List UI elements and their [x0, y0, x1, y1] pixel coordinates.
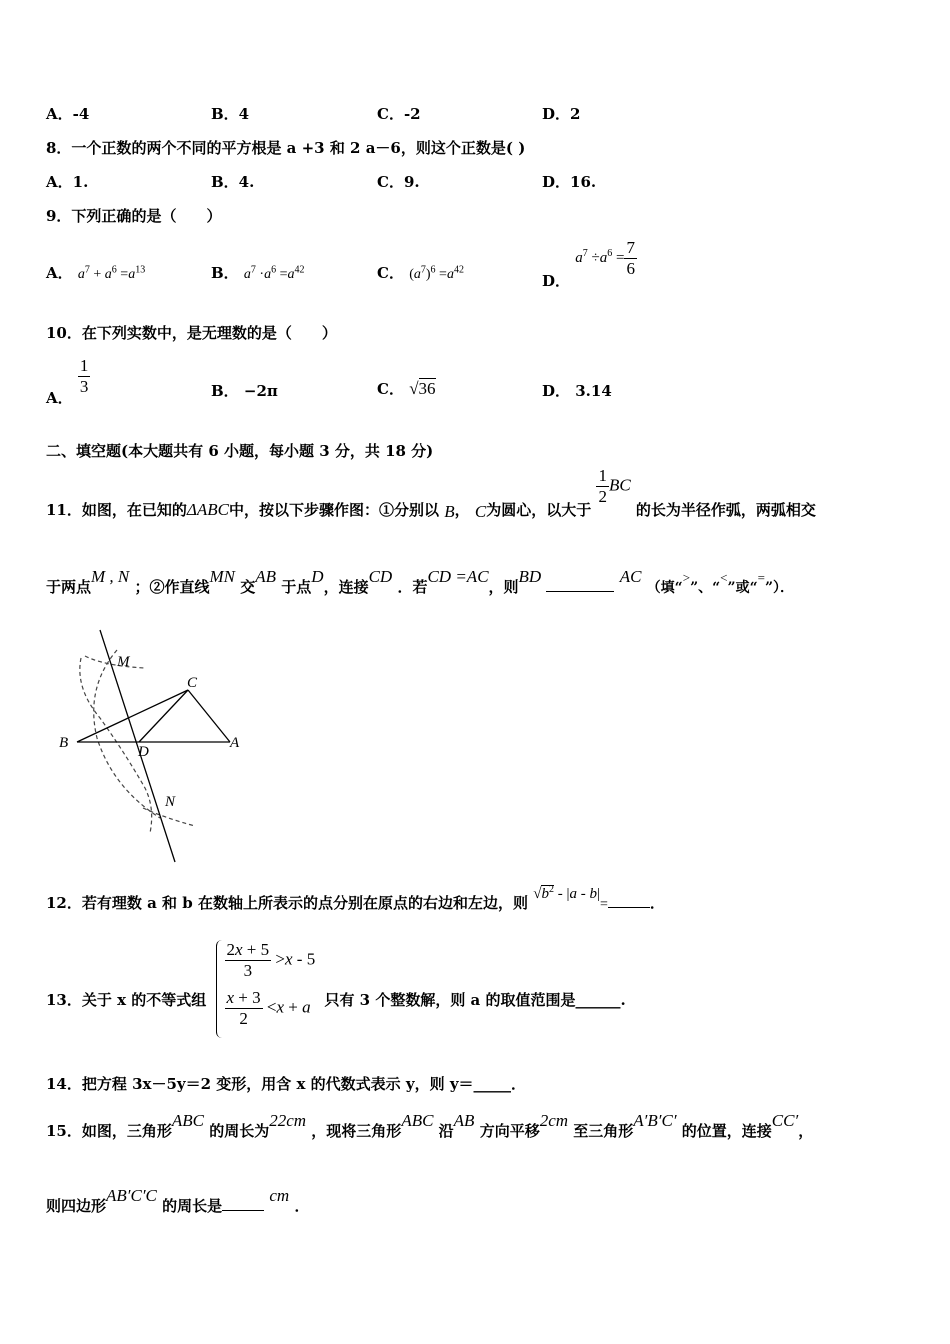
q9-label-a: A． [46, 264, 73, 282]
q11-answer-blank[interactable] [546, 577, 614, 592]
q11-text-12: ，则 [488, 578, 519, 596]
q11-math-mn: MN [209, 567, 236, 586]
q14-stem: 14．把方程 3x－5y＝2 变形，用含 x 的代数式表示 y，则 y＝_____． [46, 1075, 527, 1093]
q15-text-1: 15．如图，三角形 [46, 1122, 172, 1140]
q11-label-m: M [117, 654, 130, 670]
q11-math-d: D [311, 567, 324, 586]
q11-label-c: C [187, 675, 198, 691]
q11-line2 [46, 567, 795, 597]
q15-line1 [46, 1111, 814, 1141]
q10-value-b: −2π [243, 382, 278, 400]
q12-equals: = [599, 897, 608, 912]
q8-option-c: C．9. [377, 173, 420, 191]
q12-text-2: ． [649, 894, 665, 912]
q11-text-3: ， [454, 500, 470, 519]
q10-sqrt-c: √36 [409, 379, 436, 398]
q15-text-10: 的周长是 [162, 1197, 223, 1215]
q11-math-ac: AC [619, 567, 642, 586]
q11-text-2: 中，按以下步骤作图：①分别以 [228, 500, 439, 519]
q15-text-11: ． [294, 1197, 310, 1215]
q8-stem: 8．一个正数的两个不同的平方根是 a +3 和 2 a－6，则这个正数是( ) [46, 139, 526, 157]
q15-text-6: 至三角形 [573, 1122, 634, 1140]
q10-option-d [542, 380, 612, 401]
q11-text-11: ．若 [397, 578, 428, 596]
q11-symbol-gt: > [682, 570, 691, 585]
q11-symbol-lt: < [720, 570, 728, 585]
q7-option-c: C．-2 [377, 105, 421, 123]
q10-label-c: C． [377, 380, 404, 398]
q11-arc-top [85, 656, 145, 668]
q11-segment-ca [188, 690, 230, 742]
q10-option-c [377, 378, 436, 399]
q11-text-7: ；②作直线 [134, 578, 210, 596]
q11-label-a: A [230, 735, 240, 751]
q9-label-b: B． [211, 264, 239, 282]
q9-expr-a: $a^7 + a^6 =a^{13}$ [77, 264, 146, 282]
q9-stem: 9．下列正确的是（ ） [46, 207, 222, 225]
q9-option-b [211, 262, 305, 283]
q11-arc-c [94, 650, 160, 818]
q11-line1 [46, 466, 816, 521]
q9-expr-d: $a^7 \div a^6$ = $\frac{7}{6}$ [575, 238, 635, 278]
q11-label-d: D [138, 744, 149, 760]
q9-expr-b: $a^7 \cdot a^6 =a^{42}$ [243, 264, 305, 282]
q11-math-cd: CD [368, 567, 393, 586]
q7-option-a: A．-4 [46, 105, 90, 123]
q10-value-d: 3.14 [575, 382, 612, 400]
q15-line2 [46, 1186, 310, 1216]
q9-expr-c: $(a^7)^6 =a^{42}$ [409, 264, 464, 282]
q11-math-abc: ΔABC [186, 499, 229, 519]
q15-math-abc-2: ABC [401, 1111, 434, 1130]
q11-math-b: B [444, 501, 455, 521]
q11-text-5: 的长为半径作弧，两弧相交 [635, 500, 816, 519]
q15-text-5: 方向平移 [479, 1122, 540, 1140]
q15-math-quad: AB′C′C [106, 1186, 157, 1205]
q11-segment-cd [139, 690, 188, 742]
q11-math-bc: BC [608, 475, 631, 495]
q11-text-6: 于两点 [46, 578, 92, 596]
q10-label-d: D． [542, 382, 571, 400]
q15-math-cc-prime: CC′ [771, 1111, 799, 1130]
q10-fraction-a: $\frac{1}{3}$ [79, 356, 89, 396]
q9-option-c [377, 262, 464, 283]
q12-text-1: 12．若有理数 a 和 b 在数轴上所表示的点分别在原点的右边和左边，则 [46, 894, 528, 912]
q13-inequality-1: $\frac{2x + 5}{3}$ >x - 5 [226, 940, 316, 980]
q15-math-22cm: 22cm [269, 1111, 307, 1130]
q11-text-1: 11．如图，在已知的 [46, 500, 187, 519]
q15-text-7: 的位置，连接 [681, 1122, 772, 1140]
q11-math-c: C [474, 501, 487, 521]
q7-option-d: D．2 [542, 105, 581, 123]
q11-math-ab: AB [255, 567, 277, 586]
q13-inequality-2: $\frac{x + 3}{2}$ <x + a [226, 988, 311, 1028]
q15-text-4: 沿 [438, 1122, 454, 1140]
q15-answer-blank[interactable] [222, 1196, 264, 1211]
q11-text-14: ”、“ [690, 580, 721, 596]
q9-label-d: D． [542, 271, 571, 290]
q11-text-10: ，连接 [323, 578, 369, 596]
q15-text-9: 则四边形 [46, 1197, 107, 1215]
q11-text-8: 交 [240, 578, 256, 596]
q7-option-b: B．4 [211, 105, 250, 123]
q13-text-2: 只有 3 个整数解，则 a 的取值范围是______. [324, 991, 626, 1009]
section2-heading: 二、填空题(本大题共有 6 小题，每小题 3 分，共 18 分) [46, 442, 434, 460]
q12-answer-blank[interactable] [608, 893, 650, 908]
q11-math-bd: BD [518, 567, 542, 586]
q11-text-15: ”或“ [727, 580, 758, 596]
q9-option-a [46, 262, 145, 283]
q10-label-a: A． [46, 388, 73, 407]
q11-label-b: B [59, 735, 69, 751]
q15-text-3: ，现将三角形 [311, 1122, 402, 1140]
q11-figure [55, 628, 255, 868]
q11-math-mn-points: M , N [91, 567, 130, 586]
q13-stem [46, 940, 626, 1038]
q8-option-d: D．16. [542, 173, 597, 191]
q8-option-a: A．1. [46, 173, 89, 191]
q11-math-half: $\frac{1}{2}$ [598, 466, 607, 506]
q11-text-4: 为圆心，以大于 [486, 500, 592, 519]
q15-math-cm: cm [269, 1186, 290, 1205]
q15-math-abc: ABC [171, 1111, 204, 1130]
q10-option-b [211, 380, 278, 401]
q8-option-b: B．4. [211, 173, 255, 191]
q15-math-2cm: 2cm [539, 1111, 569, 1130]
q10-label-b: B． [211, 382, 239, 400]
q11-text-13: （填“ [646, 580, 683, 596]
q12-expression: $√b^2 - |a - b|$ [533, 884, 600, 902]
q11-symbol-eq: = [757, 570, 765, 585]
q11-text-9: 于点 [281, 578, 312, 596]
q10-stem: 10．在下列实数中，是无理数的是（ ） [46, 324, 337, 342]
q15-text-2: 的周长为 [209, 1122, 270, 1140]
q15-math-ab: AB [453, 1111, 475, 1130]
q13-system [216, 940, 320, 1038]
q11-text-16: ”）． [764, 580, 795, 596]
q15-math-abc-prime: A′B′C′ [633, 1111, 677, 1130]
q9-label-c: C． [377, 264, 404, 282]
q11-math-cd-ac: CD =AC [427, 567, 489, 586]
q9-option-d [542, 238, 637, 290]
q15-text-8: ， [798, 1122, 814, 1140]
q11-label-n: N [165, 794, 176, 810]
q12-stem [46, 884, 665, 913]
q10-option-a [46, 356, 90, 407]
q13-text-1: 13．关于 x 的不等式组 [46, 991, 207, 1009]
